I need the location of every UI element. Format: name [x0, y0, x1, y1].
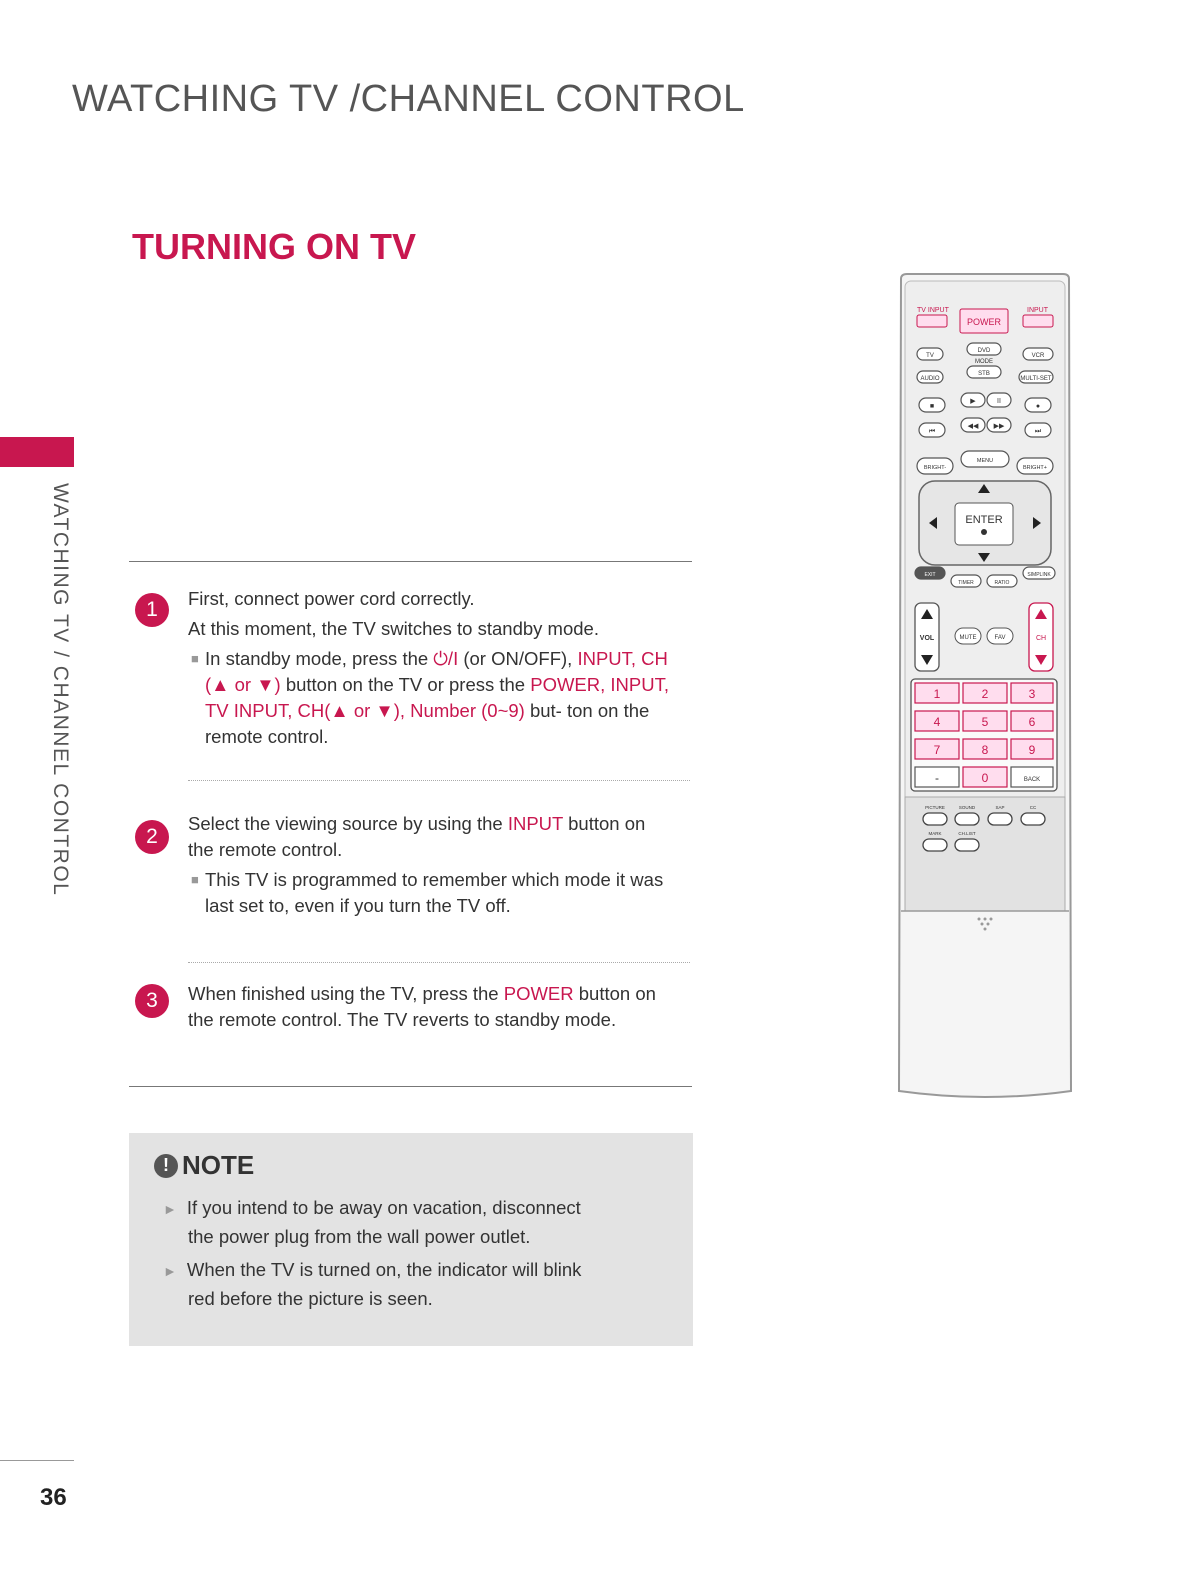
simplink-label: SIMPLINK — [1027, 572, 1051, 578]
exit-label: EXIT — [924, 572, 936, 578]
power-symbol: ⏻/I — [433, 648, 459, 669]
menu-label: MENU — [976, 458, 994, 464]
note-item-2-line-2: red before the picture is seen. — [188, 1288, 433, 1309]
page-number: 36 — [40, 1484, 67, 1511]
step-3-text-2: button on — [578, 983, 656, 1004]
triangle-bullet-icon: ► — [163, 1201, 177, 1217]
step-1 — [188, 586, 688, 750]
step-1-bullet — [188, 646, 688, 750]
note-title — [154, 1150, 254, 1181]
side-tab-marker — [0, 437, 74, 467]
power-highlight: POWER, — [530, 674, 606, 695]
key-8: 8 — [981, 743, 989, 757]
pause-icon: II — [997, 398, 1001, 405]
step-2-bullet-line-1: This TV is programmed to remember which mode it was — [205, 869, 664, 890]
timer-label: TIMER — [958, 580, 974, 586]
key-3: 3 — [1028, 687, 1036, 701]
tv-input-button — [917, 315, 947, 327]
sound-label: SOUND — [958, 805, 976, 810]
key-5: 5 — [981, 715, 989, 729]
step-2-text-1: Select the viewing source by using the — [188, 813, 503, 834]
mode-audio: AUDIO — [920, 376, 940, 382]
bright-plus-label: BRIGHT+ — [1023, 465, 1047, 471]
step-1-bullet-text-2: (or ON/OFF), — [463, 648, 573, 669]
rewind-icon: ◀◀ — [967, 423, 979, 430]
step-3-power-highlight: POWER — [503, 983, 574, 1004]
side-section-label: WATCHING TV / CHANNEL CONTROL — [49, 483, 72, 897]
note-title-text: NOTE — [182, 1150, 255, 1180]
step-2-input-highlight: INPUT — [507, 813, 563, 834]
page-header-title: WATCHING TV /CHANNEL CONTROL — [72, 78, 745, 120]
remote-buttons-highlight: INPUT, TV INPUT, CH(▲ or ▼), Number (0~9) — [205, 674, 669, 721]
mode-mode: MODE — [975, 359, 993, 365]
exclamation-icon: ! — [154, 1154, 178, 1178]
step-1-bullet-text-4: but- — [529, 700, 562, 721]
mode-tv: TV — [926, 353, 934, 359]
top-divider — [129, 561, 692, 562]
note-item-1-line-1: If you intend to be away on vacation, disconnect — [186, 1197, 581, 1218]
step-1-bullet-text-1: In standby mode, press the — [205, 648, 429, 669]
input-button — [1023, 315, 1053, 327]
key-4: 4 — [933, 715, 941, 729]
record-icon: ● — [1035, 403, 1041, 410]
input-highlight: INPUT, — [577, 648, 637, 669]
note-item-1-line-2: the power plug from the wall power outlet. — [188, 1226, 531, 1247]
bullet-square-icon: ■ — [191, 872, 199, 887]
key-9: 9 — [1028, 743, 1036, 757]
key-6: 6 — [1028, 715, 1036, 729]
step-number-1: 1 — [135, 593, 169, 627]
ch-label: CH — [1035, 635, 1047, 642]
key-7: 7 — [933, 743, 941, 757]
mode-dvd: DVD — [977, 348, 991, 354]
enter-label: ENTER — [965, 514, 1003, 526]
triangle-bullet-icon: ► — [163, 1263, 177, 1279]
play-icon: ▶ — [970, 398, 976, 405]
note-item-1 — [163, 1194, 613, 1250]
note-item-2-line-1: When the TV is turned on, the indicator will blink — [186, 1259, 582, 1280]
cc-label: CC — [1029, 805, 1037, 810]
vol-label: VOL — [919, 635, 935, 642]
step-2-text-3: the remote control. — [188, 839, 343, 860]
power-label: POWER — [966, 317, 1002, 327]
mark-label: MARK — [928, 831, 942, 836]
key-0: 0 — [981, 771, 989, 785]
key-back: BACK — [1023, 777, 1041, 783]
step-1-line-1: First, connect power cord correctly. — [188, 588, 475, 609]
step-2-bullet — [188, 867, 678, 919]
step-1-line-2: At this moment, the TV switches to standby mode. — [188, 618, 599, 639]
bottom-divider — [129, 1086, 692, 1087]
mode-vcr: VCR — [1031, 353, 1045, 359]
dotted-divider-1 — [188, 780, 690, 781]
bright-minus-label: BRIGHT- — [923, 465, 947, 471]
step-number-2: 2 — [135, 820, 169, 854]
key-2: 2 — [981, 687, 989, 701]
mode-stb: STB — [978, 371, 990, 377]
tv-input-label: TV INPUT — [917, 307, 949, 314]
step-2-text-2: button on — [568, 813, 646, 834]
dotted-divider-2 — [188, 962, 690, 963]
skip-forward-icon: ⏭ — [1034, 428, 1042, 435]
footer-rule — [0, 1460, 74, 1461]
fav-label: FAV — [994, 635, 1006, 641]
step-3-text-3: the remote control. The TV reverts to standby mode. — [188, 1009, 617, 1030]
input-label: INPUT — [1027, 307, 1048, 314]
step-number-3: 3 — [135, 984, 169, 1018]
step-2 — [188, 811, 678, 919]
bullet-square-icon: ■ — [191, 651, 199, 666]
key-1: 1 — [933, 687, 941, 701]
ch-highlight: CH (▲ or ▼) — [205, 648, 668, 695]
sap-label: SAP — [995, 805, 1005, 810]
chlist-label: CH.LIST — [958, 831, 976, 836]
step-1-bullet-text-3: button on the TV or press the — [285, 674, 526, 695]
remote-control-illustration — [895, 273, 1075, 1099]
step-1-bullet-text-5: ton on the remote control. — [205, 700, 650, 747]
fast-forward-icon: ▶▶ — [993, 423, 1005, 430]
picture-label: PICTURE — [925, 805, 945, 810]
step-3-text-1: When finished using the TV, press the — [188, 983, 499, 1004]
stop-icon: ■ — [929, 403, 935, 410]
ratio-label: RATIO — [994, 580, 1010, 586]
key-dash: - — [935, 771, 939, 785]
mute-label: MUTE — [959, 635, 977, 641]
skip-back-icon: ⏮ — [928, 428, 936, 435]
note-item-2 — [163, 1256, 613, 1312]
step-3 — [188, 981, 678, 1033]
step-2-bullet-line-2: last set to, even if you turn the TV off. — [205, 895, 511, 916]
section-title: TURNING ON TV — [132, 226, 416, 267]
mode-multiset: MULTI-SET — [1020, 376, 1052, 382]
enter-dot-icon — [981, 529, 987, 535]
